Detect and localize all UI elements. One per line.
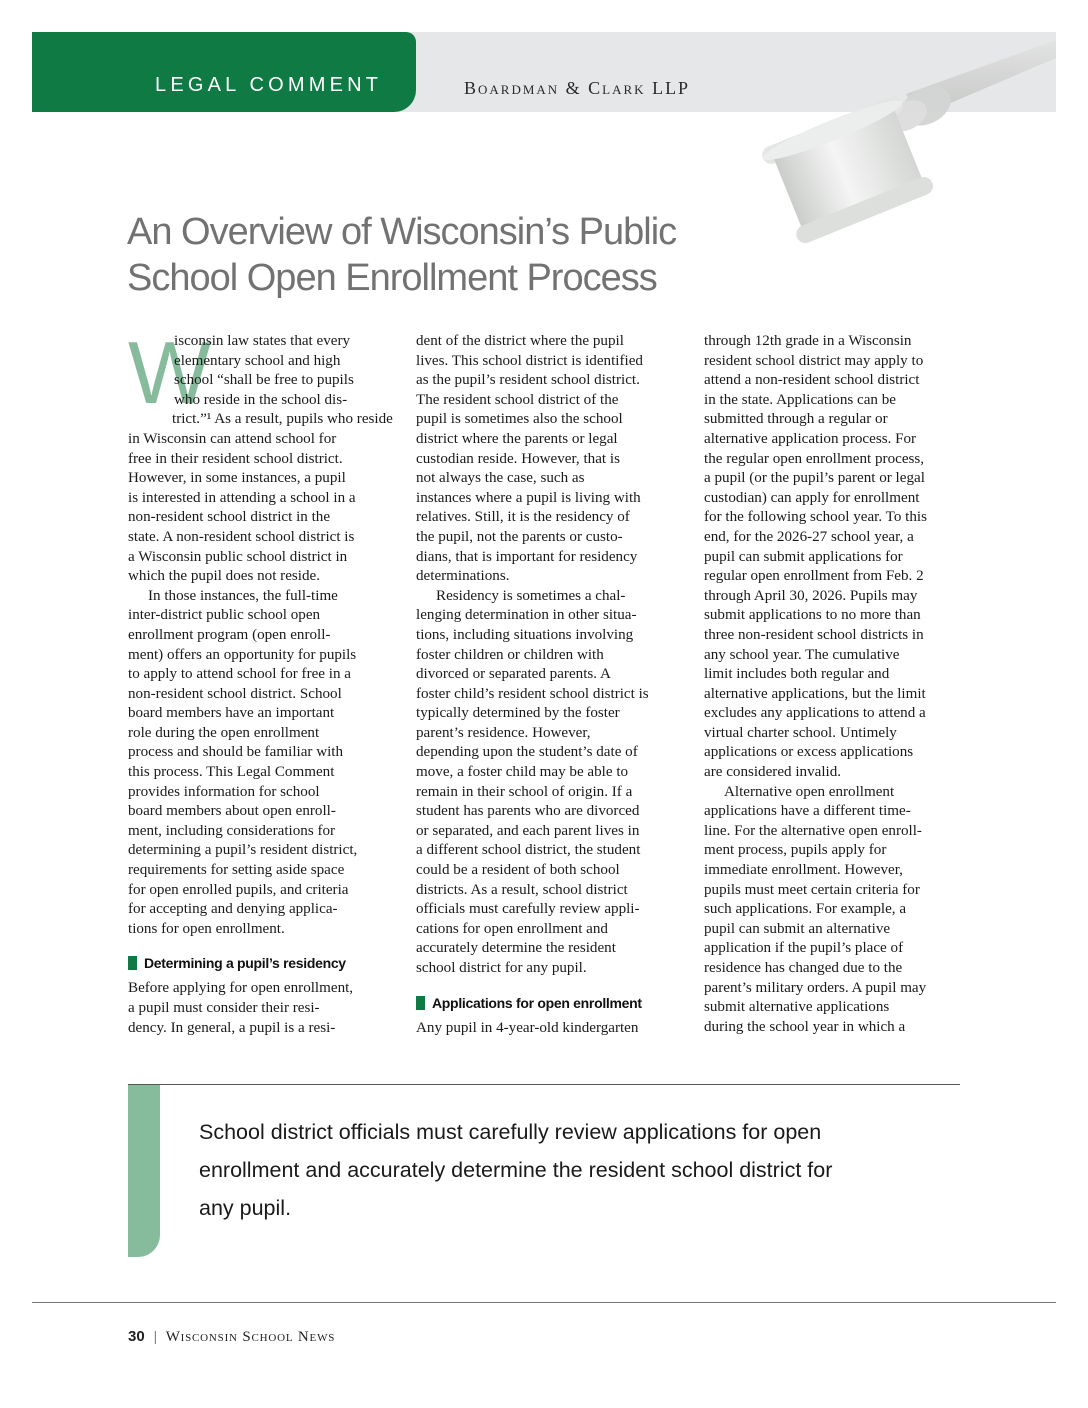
- gavel-icon: [730, 32, 1056, 252]
- text-line: the regular open enrollment process,: [704, 450, 925, 467]
- text-line: in Wisconsin can attend school for: [128, 430, 337, 447]
- pull-quote-line: School district officials must carefully review applications for open: [199, 1120, 822, 1144]
- text-line: state. A non-resident school district is: [128, 528, 355, 545]
- text-line: as the pupil’s resident school district.: [416, 372, 640, 389]
- text-line: depending upon the student’s date of: [416, 744, 638, 761]
- text-line: line. For the alternative open enroll-: [704, 822, 922, 839]
- text-line: lives. This school district is identified: [416, 352, 643, 369]
- text-line: accurately determine the resident: [416, 940, 616, 957]
- text-line: immediate enrollment. However,: [704, 862, 903, 879]
- paragraph: [416, 1019, 674, 1039]
- text-line: in the state. Applications can be: [704, 391, 896, 408]
- text-line: determinations.: [416, 568, 510, 585]
- section-label: LEGAL COMMENT: [155, 74, 383, 96]
- publication-name: Wisconsin School News: [165, 1329, 336, 1345]
- text-line: Any pupil in 4-year-old kindergarten: [416, 1019, 639, 1036]
- text-line: typically determined by the foster: [416, 705, 620, 722]
- text-line: student has parents who are divorced: [416, 803, 640, 820]
- text-line: ment) offers an opportunity for pupils: [128, 646, 357, 663]
- text-line: application if the pupil’s place of: [704, 940, 904, 957]
- text-line: pupils must meet certain criteria for: [704, 881, 920, 898]
- text-line: alternative applications, but the limit: [704, 685, 926, 702]
- title-line: School Open Enrollment Process: [127, 257, 657, 299]
- text-line: parent’s residence. However,: [416, 724, 591, 741]
- text-line: ment process, pupils apply for: [704, 842, 887, 859]
- text-line: such applications. For example, a: [704, 901, 907, 918]
- footer-separator: |: [153, 1329, 157, 1345]
- paragraph: [128, 587, 386, 940]
- text-line: trict.”¹ As a result, pupils who reside: [172, 411, 393, 428]
- text-line: could be a resident of both school: [416, 862, 620, 879]
- text-line: Residency is sometimes a chal-: [436, 587, 626, 604]
- text-line: determining a pupil’s resident district,: [128, 842, 358, 859]
- square-bullet-icon: [128, 956, 137, 970]
- text-line: resident school district may apply to: [704, 352, 924, 369]
- text-line: which the pupil does not reside.: [128, 568, 320, 585]
- paragraph: [416, 332, 674, 587]
- text-line: residence has changed due to the: [704, 960, 903, 976]
- text-line: dency. In general, a pupil is a resi-: [128, 1019, 336, 1036]
- text-line: through April 30, 2026. Pupils may: [704, 587, 918, 604]
- text-line: parent’s military orders. A pupil may: [704, 979, 927, 996]
- pull-quote-rule: [128, 1084, 960, 1085]
- text-line: board members about open enroll-: [128, 803, 336, 820]
- text-line: a Wisconsin public school district in: [128, 548, 348, 565]
- text-line: The resident school district of the: [416, 391, 619, 408]
- text-line: is interested in attending a school in a: [128, 489, 356, 506]
- firm-name: Boardman & Clark LLP: [464, 78, 691, 98]
- text-line: divorced or separated parents. A: [416, 666, 611, 683]
- text-line: lenging determination in other situa-: [416, 607, 637, 624]
- text-line: move, a foster child may be able to: [416, 764, 629, 781]
- text-line: non-resident school district in the: [128, 509, 331, 526]
- text-line: foster children or children with: [416, 646, 604, 663]
- article-title: [127, 209, 767, 301]
- subhead-residency: [128, 955, 386, 971]
- text-line: isconsin law states that every: [174, 333, 351, 349]
- text-line: foster child’s resident school district is: [416, 685, 649, 702]
- text-line: custodian) can apply for enrollment: [704, 489, 920, 506]
- text-line: any school year. The cumulative: [704, 646, 900, 663]
- text-line: tions for open enrollment.: [128, 920, 285, 937]
- text-line: regular open enrollment from Feb. 2: [704, 568, 924, 585]
- text-line: three non-resident school districts in: [704, 626, 924, 643]
- text-line: pupil is sometimes also the school: [416, 411, 623, 428]
- text-line: custodian reside. However, that is: [416, 450, 620, 467]
- text-line: limit includes both regular and: [704, 666, 890, 683]
- text-line: school district for any pupil.: [416, 960, 587, 976]
- text-line: attend a non-resident school district: [704, 372, 920, 389]
- text-line: provides information for school: [128, 783, 320, 800]
- pull-quote: [199, 1113, 939, 1227]
- text-line: applications or excess applications: [704, 744, 914, 761]
- text-line: a different school district, the student: [416, 842, 641, 859]
- text-column-2: [416, 332, 674, 1038]
- text-line: for accepting and denying applica-: [128, 901, 338, 918]
- text-line: to apply to attend school for free in a: [128, 666, 351, 683]
- text-line: a pupil (or the pupil’s parent or legal: [704, 470, 925, 487]
- text-line: non-resident school district. School: [128, 685, 342, 702]
- text-line: submitted through a regular or: [704, 411, 888, 428]
- paragraph: [128, 979, 386, 1038]
- square-bullet-icon: [416, 996, 425, 1010]
- subhead-applications: [416, 995, 674, 1011]
- text-line: for the following school year. To this: [704, 509, 927, 526]
- drop-cap: W: [128, 323, 212, 422]
- text-line: during the school year in which a: [704, 1018, 906, 1035]
- text-line: enrollment program (open enroll-: [128, 626, 331, 643]
- subhead-text: Determining a pupil’s residency: [144, 955, 346, 972]
- text-line: districts. As a result, school district: [416, 881, 628, 898]
- text-line: district where the parents or legal: [416, 430, 618, 447]
- text-line: However, in some instances, a pupil: [128, 470, 346, 487]
- text-line: alternative application process. For: [704, 430, 917, 447]
- page-number: 30: [128, 1328, 145, 1345]
- text-line: submit alternative applications: [704, 999, 890, 1016]
- text-line: officials must carefully review appli-: [416, 901, 640, 918]
- section-banner: [32, 32, 416, 112]
- text-line: applications have a different time-: [704, 803, 911, 820]
- text-line: for open enrolled pupils, and criteria: [128, 881, 349, 898]
- text-line: virtual charter school. Untimely: [704, 724, 897, 741]
- text-column-3: [704, 332, 962, 1037]
- text-line: who reside in the school dis-: [174, 391, 348, 408]
- text-line: ment, including considerations for: [128, 822, 336, 839]
- footer-rule: [32, 1302, 1056, 1303]
- pull-quote-accent-bar: [128, 1085, 160, 1257]
- text-line: elementary school and high: [174, 352, 341, 369]
- text-line: cations for open enrollment and: [416, 920, 608, 937]
- text-line: dians, that is important for residency: [416, 548, 638, 565]
- text-line: remain in their school of origin. If a: [416, 783, 633, 800]
- text-line: inter-district public school open: [128, 607, 321, 624]
- text-column-1: [128, 323, 393, 1038]
- text-line: not always the case, such as: [416, 470, 585, 487]
- pull-quote-line: any pupil.: [199, 1196, 292, 1220]
- text-line: instances where a pupil is living with: [416, 489, 641, 506]
- text-line: tions, including situations involving: [416, 626, 634, 643]
- text-line: through 12th grade in a Wisconsin: [704, 333, 912, 349]
- paragraph: [128, 323, 393, 587]
- text-line: excludes any applications to attend a: [704, 705, 926, 722]
- text-line: requirements for setting aside space: [128, 862, 345, 879]
- text-line: relatives. Still, it is the residency of: [416, 509, 630, 526]
- paragraph: [416, 587, 674, 979]
- text-line: this process. This Legal Comment: [128, 764, 335, 781]
- text-line: are considered invalid.: [704, 764, 842, 781]
- text-line: end, for the 2026-27 school year, a: [704, 528, 914, 545]
- text-line: submit applications to no more than: [704, 607, 921, 624]
- text-line: pupil can submit an alternative: [704, 920, 891, 937]
- title-line: An Overview of Wisconsin’s Public: [127, 211, 677, 253]
- text-line: or separated, and each parent lives in: [416, 822, 640, 839]
- text-line: school “shall be free to pupils: [174, 372, 354, 389]
- page-footer: [128, 1328, 335, 1346]
- text-line: role during the open enrollment: [128, 724, 320, 741]
- text-line: Alternative open enrollment: [724, 783, 895, 800]
- text-line: In those instances, the full-time: [148, 587, 338, 604]
- subhead-text: Applications for open enrollment: [432, 994, 642, 1011]
- paragraph: [704, 783, 962, 1038]
- pull-quote-line: enrollment and accurately determine the resident school district for: [199, 1158, 833, 1182]
- text-line: the pupil, not the parents or custo-: [416, 528, 623, 545]
- text-line: dent of the district where the pupil: [416, 333, 624, 349]
- text-line: a pupil must consider their resi-: [128, 1000, 320, 1016]
- text-line: process and should be familiar with: [128, 744, 344, 761]
- paragraph: [704, 332, 962, 783]
- text-line: Before applying for open enrollment,: [128, 980, 354, 997]
- text-line: pupil can submit applications for: [704, 548, 903, 565]
- text-line: board members have an important: [128, 705, 335, 722]
- text-line: free in their resident school district.: [128, 450, 343, 467]
